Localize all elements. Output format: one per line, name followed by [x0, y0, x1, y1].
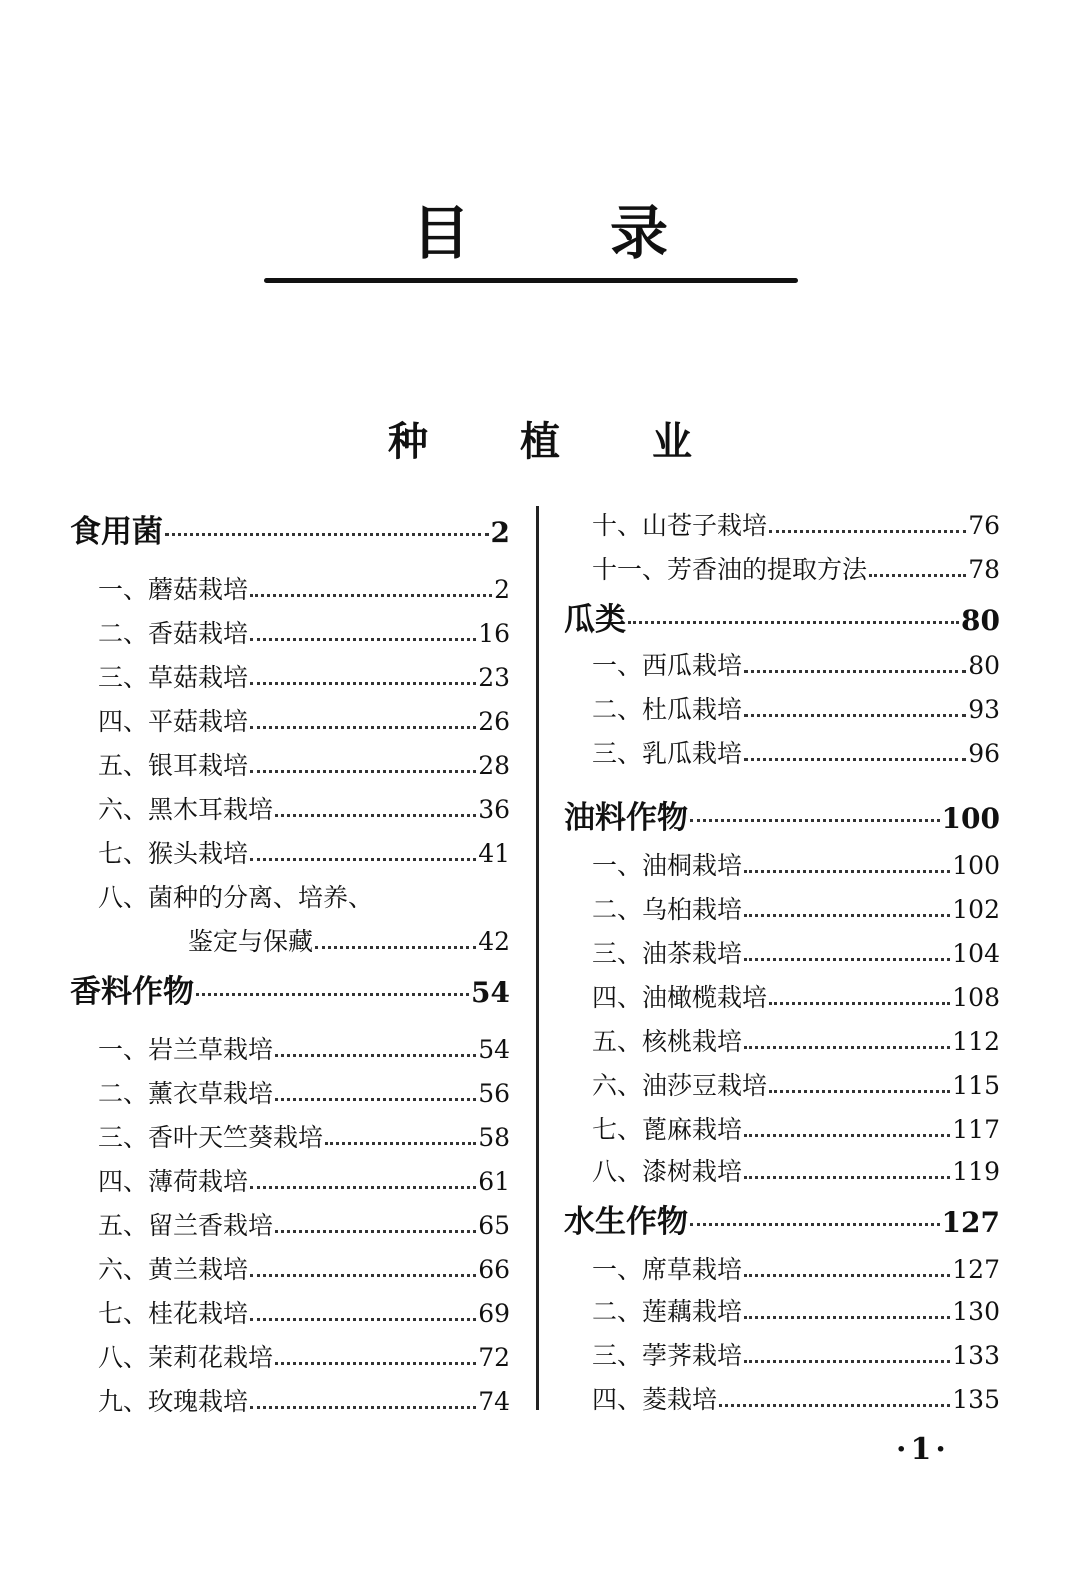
- toc-entry-label: 四、薄荷栽培: [98, 1167, 249, 1196]
- dot-leader: [744, 670, 966, 673]
- toc-entry[interactable]: [564, 1066, 1000, 1104]
- toc-entry-page: 65: [478, 1211, 510, 1240]
- toc-entry-label: 八、菌种的分离、培养、: [98, 883, 374, 912]
- dot-leader: [769, 1002, 950, 1005]
- section-title: [0, 414, 1080, 470]
- toc-entry[interactable]: [564, 890, 1000, 928]
- toc-entry-page: 133: [952, 1341, 1000, 1370]
- title-char: 目: [411, 199, 540, 267]
- toc-entry-label: 一、岩兰草栽培: [98, 1035, 274, 1064]
- toc-entry-label: 一、西瓜栽培: [592, 651, 743, 680]
- dot-leader: [250, 682, 476, 685]
- toc-entry[interactable]: [70, 1030, 510, 1068]
- section-char: 业: [652, 419, 738, 465]
- toc-entry[interactable]: [70, 614, 510, 652]
- toc-entry-page: 130: [952, 1297, 1000, 1326]
- toc-entry-label: 二、乌桕栽培: [592, 895, 743, 924]
- toc-entry[interactable]: [70, 1162, 510, 1200]
- toc-entry[interactable]: [70, 1074, 510, 1112]
- toc-entry-page: 80: [968, 651, 1000, 680]
- toc-entry-label: 三、荸荠栽培: [592, 1341, 743, 1370]
- toc-entry[interactable]: [564, 846, 1000, 884]
- toc-entry-label: 六、黄兰栽培: [98, 1255, 249, 1284]
- toc-heading[interactable]: [70, 966, 510, 1010]
- toc-entry-page: 93: [968, 695, 1000, 724]
- toc-entry[interactable]: [70, 746, 510, 784]
- dot-leader: [275, 814, 476, 817]
- toc-entry-label: 油料作物: [564, 800, 688, 836]
- toc-entry-label: 七、猴头栽培: [98, 839, 249, 868]
- toc-entry-label: 二、薰衣草栽培: [98, 1079, 274, 1108]
- dot-leader: [275, 1362, 476, 1365]
- toc-entry-label: 六、黑木耳栽培: [98, 795, 274, 824]
- dot-leader: [744, 958, 950, 961]
- toc-entry-page: 135: [952, 1385, 1000, 1414]
- toc-entry[interactable]: [564, 506, 1000, 544]
- toc-entry[interactable]: [70, 1250, 510, 1288]
- dot-leader: [869, 574, 966, 577]
- dot-leader: [744, 914, 950, 917]
- toc-entry-label: 七、桂花栽培: [98, 1299, 249, 1328]
- dot-leader: [744, 758, 966, 761]
- toc-entry[interactable]: [70, 1206, 510, 1244]
- toc-entry-label: 八、漆树栽培: [592, 1157, 743, 1186]
- toc-heading[interactable]: [70, 506, 510, 550]
- toc-entry-page: 100: [952, 851, 1000, 880]
- toc-entry-page: 58: [478, 1123, 510, 1152]
- toc-entry[interactable]: [70, 1294, 510, 1332]
- toc-entry[interactable]: [70, 702, 510, 740]
- dot-leader: [744, 1360, 950, 1363]
- toc-entry-page: 16: [478, 619, 510, 648]
- dot-leader: [744, 1134, 950, 1137]
- toc-entry[interactable]: [564, 1292, 1000, 1330]
- toc-entry[interactable]: [564, 978, 1000, 1016]
- dot-leader: [690, 1223, 940, 1226]
- toc-entry-label: 一、油桐栽培: [592, 851, 743, 880]
- toc-entry-page: 74: [478, 1387, 510, 1416]
- toc-entry-label: 三、油茶栽培: [592, 939, 743, 968]
- toc-heading[interactable]: [564, 792, 1000, 836]
- toc-entry-page: 69: [478, 1299, 510, 1328]
- toc-entry-page: 76: [968, 511, 1000, 540]
- dot-leader: [744, 1274, 950, 1277]
- toc-entry[interactable]: [70, 834, 510, 872]
- toc-entry-label: 五、留兰香栽培: [98, 1211, 274, 1240]
- toc-entry-page: 54: [471, 976, 510, 1009]
- toc-entry-label: 十、山苍子栽培: [592, 511, 768, 540]
- dot-leader: [250, 638, 476, 641]
- toc-entry-label: 一、蘑菇栽培: [98, 575, 249, 604]
- toc-entry[interactable]: [70, 1338, 510, 1376]
- title-char: 录: [610, 199, 739, 267]
- dot-leader: [769, 530, 966, 533]
- toc-entry[interactable]: [564, 734, 1000, 772]
- toc-entry-label: 五、银耳栽培: [98, 751, 249, 780]
- toc-entry-page: 119: [952, 1157, 1000, 1186]
- toc-entry-page: 80: [961, 604, 1000, 637]
- toc-entry-page: 56: [478, 1079, 510, 1108]
- toc-entry-label: 五、核桃栽培: [592, 1027, 743, 1056]
- toc-entry-page: 36: [478, 795, 510, 824]
- column-divider: [536, 506, 539, 1410]
- toc-entry-label: 食用菌: [70, 514, 163, 550]
- toc-entry-label: 六、油莎豆栽培: [592, 1071, 768, 1100]
- toc-entry-page: 2: [490, 516, 510, 549]
- dot-leader: [196, 993, 469, 996]
- page-title: [0, 198, 1080, 268]
- toc-entry-label: 四、平菇栽培: [98, 707, 249, 736]
- toc-entry-page: 26: [478, 707, 510, 736]
- toc-entry-label: 四、菱栽培: [592, 1385, 718, 1414]
- dot-leader: [250, 726, 476, 729]
- dot-leader: [250, 1406, 476, 1409]
- toc-entry-label: 八、茉莉花栽培: [98, 1343, 274, 1372]
- toc-entry-page: 112: [952, 1027, 1000, 1056]
- toc-heading[interactable]: [564, 594, 1000, 638]
- toc-entry[interactable]: [564, 1152, 1000, 1190]
- toc-entry[interactable]: [70, 1118, 510, 1156]
- dot-leader: [325, 1142, 476, 1145]
- dot-leader: [744, 1316, 950, 1319]
- toc-entry[interactable]: [564, 1250, 1000, 1288]
- dot-leader: [690, 819, 940, 822]
- dot-leader: [250, 770, 476, 773]
- toc-entry-label: 十一、芳香油的提取方法: [592, 555, 868, 584]
- dot-leader: [275, 1230, 476, 1233]
- toc-entry[interactable]: [564, 1336, 1000, 1374]
- dot-leader: [744, 870, 950, 873]
- toc-entry-label: 香料作物: [70, 974, 194, 1010]
- toc-entry-label: 二、香菇栽培: [98, 619, 249, 648]
- toc-entry-page: 117: [952, 1115, 1000, 1144]
- toc-entry-page: 54: [478, 1035, 510, 1064]
- toc-entry[interactable]: [70, 1382, 510, 1420]
- toc-entry[interactable]: [564, 1380, 1000, 1418]
- toc-entry-label: 七、蓖麻栽培: [592, 1115, 743, 1144]
- toc-entry-page: 61: [478, 1167, 510, 1196]
- title-underline: [264, 278, 798, 283]
- toc-entry-page: 115: [952, 1071, 1000, 1100]
- dot-leader: [165, 533, 489, 536]
- toc-entry[interactable]: [70, 570, 510, 608]
- dot-leader: [275, 1054, 476, 1057]
- toc-entry[interactable]: [564, 1022, 1000, 1060]
- toc-entry[interactable]: [564, 934, 1000, 972]
- toc-entry[interactable]: [70, 878, 510, 916]
- page-number: ·1·: [896, 1432, 950, 1467]
- dot-leader: [744, 1046, 950, 1049]
- toc-entry-page: 102: [952, 895, 1000, 924]
- toc-heading[interactable]: [564, 1196, 1000, 1240]
- toc-entry[interactable]: [564, 690, 1000, 728]
- section-char: 种: [388, 419, 474, 465]
- dot-leader: [275, 1098, 476, 1101]
- dot-leader: [744, 1176, 950, 1179]
- toc-entry-page: 2: [494, 575, 510, 604]
- toc-entry-page: 100: [941, 802, 1000, 835]
- toc-entry-label: 三、乳瓜栽培: [592, 739, 743, 768]
- toc-entry-page: 78: [968, 555, 1000, 584]
- dot-leader: [744, 714, 966, 717]
- toc-entry-label: 九、玫瑰栽培: [98, 1387, 249, 1416]
- toc-entry[interactable]: [564, 550, 1000, 588]
- dot-leader: [250, 1318, 476, 1321]
- dot-leader: [769, 1090, 950, 1093]
- toc-entry-page: 104: [952, 939, 1000, 968]
- toc-entry-page: 23: [478, 663, 510, 692]
- toc-entry-page: 96: [968, 739, 1000, 768]
- toc-entry-page: 127: [952, 1255, 1000, 1284]
- toc-entry-label: 二、莲藕栽培: [592, 1297, 743, 1326]
- toc-entry[interactable]: [70, 658, 510, 696]
- toc-entry-page: 42: [478, 927, 510, 956]
- toc-entry[interactable]: [564, 646, 1000, 684]
- toc-entry-label: 水生作物: [564, 1204, 688, 1240]
- dot-leader: [250, 594, 492, 597]
- section-char: 植: [520, 419, 606, 465]
- dot-leader: [315, 946, 476, 949]
- toc-entry-label: 三、香叶天竺葵栽培: [98, 1123, 324, 1152]
- dot-leader: [719, 1404, 950, 1407]
- toc-entry-page: 108: [952, 983, 1000, 1012]
- toc-entry[interactable]: [70, 922, 510, 960]
- toc-entry-page: 72: [478, 1343, 510, 1372]
- dot-leader: [250, 858, 476, 861]
- toc-entry[interactable]: [564, 1110, 1000, 1148]
- toc-entry-page: 28: [478, 751, 510, 780]
- dot-leader: [628, 621, 959, 624]
- toc-entry-page: 41: [478, 839, 510, 868]
- toc-entry-label: 二、杜瓜栽培: [592, 695, 743, 724]
- toc-entry-page: 66: [478, 1255, 510, 1284]
- toc-entry-label: 鉴定与保藏: [188, 927, 314, 956]
- toc-entry-page: 127: [941, 1206, 1000, 1239]
- toc-entry-label: 四、油橄榄栽培: [592, 983, 768, 1012]
- dot-leader: [250, 1186, 476, 1189]
- toc-entry[interactable]: [70, 790, 510, 828]
- dot-leader: [250, 1274, 476, 1277]
- toc-entry-label: 一、席草栽培: [592, 1255, 743, 1284]
- toc-entry-label: 三、草菇栽培: [98, 663, 249, 692]
- toc-entry-label: 瓜类: [564, 602, 626, 638]
